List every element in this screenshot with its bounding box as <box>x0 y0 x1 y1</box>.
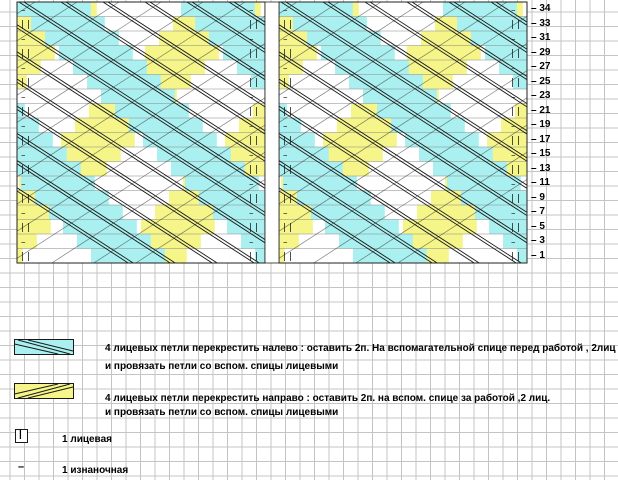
left-cross-cell <box>0 89 11 104</box>
left-cross-cell <box>555 220 618 235</box>
row-number: – 25 <box>531 75 551 87</box>
stitch-symbol: | | <box>21 223 30 233</box>
left-cross-cell <box>541 205 615 220</box>
legend-right-cross-line1: 4 лицевых петли перекрестить направо : оставить 2п. на вспом. спице за работой ,2 лиц. <box>105 393 551 404</box>
row-number: – 33 <box>531 17 551 29</box>
row-number: – 31 <box>531 32 551 43</box>
stitch-symbol: – <box>283 237 288 248</box>
right-cross-cell <box>553 234 618 249</box>
row-number: – 3 <box>531 235 545 246</box>
stitch-symbol: | | <box>283 223 292 233</box>
stitch-symbol: | | <box>283 194 292 204</box>
stitch-symbol: – <box>511 237 516 248</box>
stitch-symbol: | | <box>283 252 292 262</box>
stitch-symbol: – <box>249 237 254 248</box>
row-number: – 11 <box>531 177 550 188</box>
legend-knit-label: 1 лицевая <box>62 434 112 445</box>
stitch-symbol: | | <box>511 252 520 262</box>
stitch-symbol: – <box>249 150 254 161</box>
left-cross-cell <box>115 104 189 119</box>
row-number: – 9 <box>531 191 545 203</box>
left-cross-cell <box>0 147 1 162</box>
right-cross-cell <box>0 17 17 32</box>
row-number: – 21 <box>531 104 551 116</box>
legend-right-cross-line2: и провязать петли со вспом. спицы лицевыми <box>105 407 339 418</box>
left-cross-cell <box>579 75 618 90</box>
left-cross-cell <box>447 176 521 191</box>
right-cross-cell <box>0 89 13 104</box>
row-number: – 34 <box>531 3 551 14</box>
right-cross-cell <box>581 205 618 220</box>
stitch-symbol: | | <box>249 49 258 59</box>
stitch-symbol: | | <box>283 136 292 146</box>
stitch-symbol: | | <box>249 252 258 262</box>
right-cross-cell <box>595 191 618 206</box>
left-cross-cell <box>405 133 479 148</box>
stitch-symbol: – <box>21 5 26 16</box>
stitch-symbol: – <box>511 63 516 74</box>
stitch-symbol: | | <box>249 194 258 204</box>
right-cross-cell <box>609 176 618 191</box>
left-cross-cell <box>321 46 395 61</box>
left-cross-cell <box>541 104 615 119</box>
left-cross-cell <box>0 249 1 264</box>
left-cross-cell <box>101 89 175 104</box>
panel-divider <box>265 2 279 263</box>
stitch-symbol: | | <box>283 49 292 59</box>
right-cross-cell <box>567 118 618 133</box>
stitch-symbol: | | <box>21 78 30 88</box>
right-cross-cell <box>595 89 618 104</box>
stitch-symbol: – <box>283 34 288 45</box>
stitch-symbol: | | <box>21 165 30 175</box>
left-cross-cell <box>185 176 259 191</box>
stitch-symbol: – <box>249 208 254 219</box>
stitch-symbol: | | <box>511 49 520 59</box>
right-cross-cell <box>585 31 618 46</box>
left-cross-cell <box>555 118 618 133</box>
stitch-symbol: | | <box>283 165 292 175</box>
stitch-symbol: | | <box>249 107 258 117</box>
stitch-symbol: – <box>249 5 254 16</box>
left-cross-cell <box>339 234 413 249</box>
stitch-symbol: | | <box>21 20 30 30</box>
left-cross-cell <box>583 147 618 162</box>
left-cross-cell <box>49 205 123 220</box>
left-cross-cell <box>611 176 618 191</box>
row-number: – 13 <box>531 162 551 174</box>
legend-left-cross-line1: 4 лицевых петли перекрестить налево : оставить 2п. На вспомагательной спице перед работой , 2лиц . <box>105 343 618 354</box>
stitch-symbol: | | <box>21 252 30 262</box>
legend-swatch-right-cross <box>14 383 74 399</box>
right-cross-cell <box>539 249 613 264</box>
stitch-symbol: | | <box>249 78 258 88</box>
left-cross-cell <box>433 162 507 177</box>
right-cross-cell <box>553 133 618 148</box>
left-cross-cell <box>391 118 465 133</box>
left-cross-cell <box>311 205 385 220</box>
stitch-symbol: – <box>511 179 516 190</box>
row-number: – 7 <box>531 206 545 217</box>
stitch-symbol: | | <box>21 49 30 59</box>
right-cross-cell <box>609 75 618 90</box>
stitch-symbol: | | <box>249 20 258 30</box>
left-cross-cell <box>35 191 109 206</box>
stitch-symbol: – <box>21 121 26 132</box>
stitch-symbol: | | <box>283 20 292 30</box>
stitch-symbol: – <box>21 63 26 74</box>
legend-purl-symbol: – <box>18 461 25 473</box>
stitch-symbol: – <box>511 121 516 132</box>
right-cross-cell <box>515 104 589 119</box>
stitch-symbol: | | <box>511 136 520 146</box>
stitch-symbol: – <box>21 34 26 45</box>
stitch-symbol: – <box>249 179 254 190</box>
right-cross-cell <box>557 60 618 75</box>
right-cross-cell <box>0 31 3 46</box>
left-cross-cell <box>7 162 81 177</box>
stitch-symbol: | | <box>249 165 258 175</box>
stitch-symbol: – <box>21 208 26 219</box>
left-cross-cell <box>77 234 151 249</box>
stitch-symbol: – <box>283 92 288 103</box>
right-cross-cell <box>581 104 618 119</box>
stitch-symbol: – <box>511 34 516 45</box>
legend-knit-symbol: | <box>19 429 22 440</box>
stitch-symbol: – <box>511 5 516 16</box>
stitch-symbol: – <box>249 34 254 45</box>
right-cross-cell <box>0 191 13 206</box>
right-cross-cell <box>0 249 23 264</box>
stitch-symbol: – <box>249 121 254 132</box>
left-cross-cell <box>565 60 618 75</box>
stitch-symbol: – <box>283 150 288 161</box>
left-cross-cell <box>363 89 437 104</box>
stitch-symbol: | | <box>511 194 520 204</box>
left-cross-cell <box>199 191 273 206</box>
legend-left-cross-line2: и провязать петли со вспом. спицы лицевыми <box>105 361 339 372</box>
left-cross-cell <box>143 133 217 148</box>
row-number: – 19 <box>531 119 551 130</box>
right-cross-cell <box>605 249 618 264</box>
stitch-symbol: – <box>21 92 26 103</box>
left-cross-cell <box>569 234 618 249</box>
stitch-symbol: | | <box>21 194 30 204</box>
left-cross-cell <box>45 31 119 46</box>
left-cross-cell <box>297 191 371 206</box>
row-number: – 29 <box>531 46 551 58</box>
stitch-symbol: – <box>283 179 288 190</box>
left-cross-cell <box>269 162 343 177</box>
left-cross-cell <box>377 104 451 119</box>
stitch-symbol: | | <box>511 107 520 117</box>
left-cross-cell <box>517 249 591 264</box>
left-cross-cell <box>171 162 245 177</box>
left-cross-cell <box>607 104 618 119</box>
left-cross-cell <box>0 162 15 177</box>
stitch-symbol: – <box>511 150 516 161</box>
right-cross-cell <box>543 75 617 90</box>
left-cross-cell <box>353 249 427 264</box>
stitch-symbol: – <box>283 63 288 74</box>
right-cross-cell <box>571 46 618 61</box>
stitch-symbol: | | <box>511 78 520 88</box>
stitch-symbol: | | <box>511 20 520 30</box>
stitch-symbol: – <box>21 237 26 248</box>
left-cross-cell <box>129 118 203 133</box>
stitch-symbol: | | <box>511 223 520 233</box>
stitch-symbol: – <box>283 208 288 219</box>
right-cross-cell <box>0 234 37 249</box>
left-cross-cell <box>607 2 618 17</box>
right-cross-cell <box>613 2 618 17</box>
stitch-symbol: – <box>21 150 26 161</box>
left-cross-cell <box>91 249 165 264</box>
row-number: – 1 <box>531 249 545 261</box>
legend-swatch-left-cross <box>14 339 74 355</box>
left-cross-cell <box>59 46 133 61</box>
left-cross-cell <box>593 89 618 104</box>
left-cross-cell <box>597 162 618 177</box>
row-number: – 15 <box>531 148 551 159</box>
stitch-symbol: | | <box>511 165 520 175</box>
stitch-symbol: – <box>511 208 516 219</box>
right-cross-cell <box>567 220 618 235</box>
row-number: – 17 <box>531 133 551 145</box>
left-cross-cell <box>551 46 618 61</box>
legend-purl-label: 1 изнаночная <box>62 465 129 476</box>
stitch-symbol: | | <box>21 136 30 146</box>
stitch-symbol: – <box>249 63 254 74</box>
left-cross-cell <box>583 249 618 264</box>
stitch-symbol: | | <box>249 223 258 233</box>
row-number: – 5 <box>531 220 545 232</box>
left-cross-cell <box>307 31 381 46</box>
left-cross-cell <box>461 191 535 206</box>
right-cross-cell <box>599 17 618 32</box>
row-number: – 23 <box>531 90 551 101</box>
stitch-symbol: – <box>283 121 288 132</box>
stitch-symbol: | | <box>283 78 292 88</box>
stitch-symbol: | | <box>249 136 258 146</box>
left-cross-cell <box>569 133 618 148</box>
stitch-symbol: – <box>21 179 26 190</box>
stitch-symbol: – <box>283 5 288 16</box>
row-number: – 27 <box>531 61 551 72</box>
